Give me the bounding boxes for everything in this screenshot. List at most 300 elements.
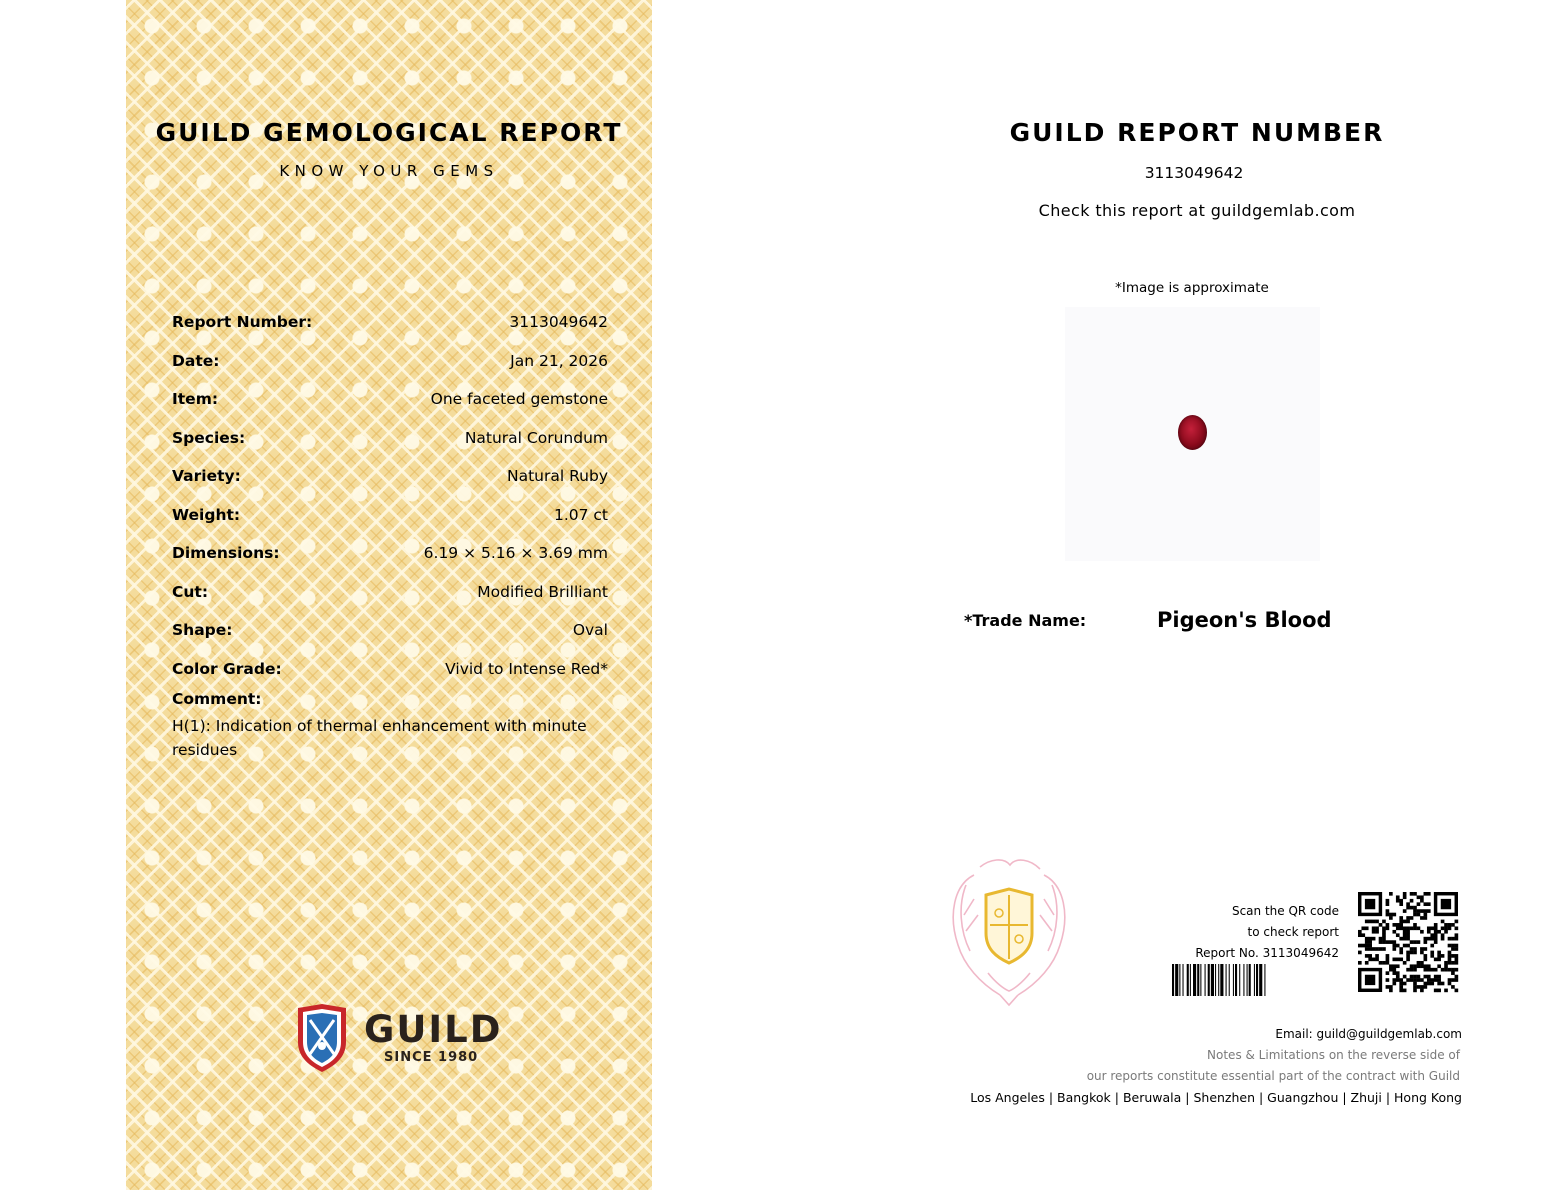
comment-text: H(1): Indication of thermal enhancement with minute residues: [172, 717, 587, 759]
qr-module: [1406, 902, 1410, 906]
qr-module: [1365, 940, 1369, 944]
qr-module: [1410, 951, 1414, 955]
qr-module: [1368, 954, 1372, 958]
qr-module: [1410, 906, 1414, 910]
qr-module: [1365, 937, 1369, 941]
qr-module: [1372, 930, 1376, 934]
qr-module: [1389, 985, 1393, 989]
qr-module: [1444, 930, 1448, 934]
qr-module: [1403, 982, 1407, 986]
qr-module: [1399, 920, 1403, 924]
qr-module: [1413, 909, 1417, 913]
qr-module: [1389, 964, 1393, 968]
qr-module: [1403, 920, 1407, 924]
field-label: Variety:: [172, 467, 241, 486]
qr-module: [1437, 975, 1441, 979]
field-report-number: [172, 303, 608, 342]
qr-module: [1413, 906, 1417, 910]
qr-module: [1420, 909, 1424, 913]
qr-module: [1455, 920, 1459, 924]
qr-module: [1451, 947, 1455, 951]
guild-shield-icon: [294, 1002, 350, 1074]
report-card-panel: [126, 0, 652, 1190]
barcode-bar: [1190, 964, 1191, 996]
qr-module: [1451, 978, 1455, 982]
qr-module: [1437, 951, 1441, 955]
scan-line: to check report: [1247, 925, 1339, 939]
report-fields: [172, 303, 608, 762]
qr-module: [1396, 958, 1400, 962]
field-color-grade: [172, 650, 608, 689]
qr-module: [1451, 971, 1455, 975]
qr-module: [1417, 985, 1421, 989]
qr-module: [1420, 930, 1424, 934]
qr-module: [1358, 933, 1362, 937]
qr-module: [1379, 940, 1383, 944]
qr-module: [1430, 968, 1434, 972]
qr-module: [1368, 944, 1372, 948]
qr-module: [1424, 940, 1428, 944]
qr-module: [1368, 958, 1372, 962]
qr-module: [1403, 926, 1407, 930]
field-shape: [172, 611, 608, 650]
guild-since: SINCE 1980: [384, 1050, 479, 1065]
qr-module: [1434, 958, 1438, 962]
qr-module: [1444, 923, 1448, 927]
qr-module: [1365, 975, 1375, 985]
qr-module: [1451, 961, 1455, 965]
qr-module: [1455, 944, 1459, 948]
qr-module: [1417, 978, 1421, 982]
qr-module: [1444, 964, 1448, 968]
qr-module: [1399, 989, 1403, 993]
qr-module: [1399, 902, 1403, 906]
ruby-gem: [1178, 415, 1207, 450]
qr-module: [1424, 916, 1428, 920]
qr-module: [1410, 926, 1414, 930]
report-subtitle: KNOW YOUR GEMS: [279, 162, 499, 180]
barcode-bar: [1249, 964, 1251, 996]
qr-module: [1451, 937, 1455, 941]
qr-module: [1410, 899, 1414, 903]
qr-module: [1386, 971, 1390, 975]
qr-module: [1413, 892, 1417, 896]
field-item: [172, 380, 608, 419]
qr-module: [1413, 923, 1417, 927]
barcode-bar: [1226, 964, 1227, 996]
qr-module: [1434, 940, 1438, 944]
qr-module: [1403, 944, 1407, 948]
qr-module: [1386, 985, 1390, 989]
scan-line: Scan the QR code: [1231, 904, 1339, 918]
field-label: Date:: [172, 351, 220, 370]
field-label: Species:: [172, 428, 246, 447]
qr-module: [1430, 933, 1434, 937]
qr-module: [1403, 933, 1407, 937]
qr-module: [1396, 923, 1400, 927]
qr-module: [1413, 968, 1417, 972]
barcode-bar: [1172, 964, 1174, 996]
qr-module: [1361, 926, 1365, 930]
qr-module: [1424, 982, 1428, 986]
field-weight: [172, 496, 608, 535]
qr-module: [1427, 892, 1431, 896]
qr-module: [1448, 968, 1452, 972]
qr-module: [1358, 944, 1362, 948]
qr-module: [1417, 961, 1421, 965]
qr-module: [1420, 964, 1424, 968]
qr-module: [1386, 954, 1390, 958]
qr-module: [1406, 958, 1410, 962]
qr-module: [1455, 926, 1459, 930]
qr-module: [1413, 982, 1417, 986]
qr-module: [1368, 940, 1372, 944]
qr-module: [1451, 954, 1455, 958]
qr-module: [1424, 937, 1428, 941]
qr-module: [1396, 964, 1400, 968]
qr-module: [1455, 968, 1459, 972]
qr-module: [1451, 923, 1455, 927]
qr-module: [1392, 971, 1396, 975]
qr-module: [1427, 978, 1431, 982]
qr-module: [1399, 899, 1403, 903]
qr-module: [1386, 940, 1390, 944]
qr-module: [1382, 930, 1386, 934]
qr-module: [1406, 944, 1410, 948]
qr-module: [1396, 899, 1400, 903]
qr-module: [1392, 982, 1396, 986]
qr-module: [1441, 982, 1445, 986]
qr-module: [1406, 937, 1410, 941]
qr-module: [1430, 954, 1434, 958]
qr-module: [1406, 926, 1410, 930]
barcode-bar: [1215, 964, 1216, 996]
qr-module: [1386, 899, 1390, 903]
barcode-bar: [1205, 964, 1206, 996]
qr-module: [1368, 947, 1372, 951]
qr-module: [1427, 968, 1431, 972]
qr-module: [1358, 930, 1362, 934]
guild-logo: [294, 1002, 503, 1076]
qr-module: [1386, 961, 1390, 965]
qr-module: [1434, 933, 1438, 937]
qr-module: [1455, 947, 1459, 951]
qr-module: [1410, 947, 1414, 951]
qr-module: [1427, 909, 1431, 913]
qr-module: [1410, 975, 1414, 979]
qr-module: [1417, 913, 1421, 917]
qr-module: [1444, 968, 1448, 972]
field-cut: [172, 573, 608, 612]
qr-module: [1386, 958, 1390, 962]
qr-module: [1430, 944, 1434, 948]
qr-module: [1455, 989, 1459, 993]
qr-module: [1389, 940, 1393, 944]
qr-module: [1375, 958, 1379, 962]
qr-module: [1406, 951, 1410, 955]
qr-module: [1448, 982, 1452, 986]
qr-module: [1430, 926, 1434, 930]
scan-line: Report No. 3113049642: [1195, 946, 1339, 960]
qr-module: [1379, 947, 1383, 951]
qr-module: [1386, 909, 1390, 913]
qr-module: [1441, 968, 1445, 972]
image-note: *Image is approximate: [1115, 280, 1269, 296]
qr-code[interactable]: [1354, 888, 1462, 996]
report-number: 3113049642: [1144, 164, 1244, 182]
qr-module: [1389, 892, 1393, 896]
qr-module: [1382, 920, 1386, 924]
field-value: 1.07 ct: [553, 505, 608, 524]
qr-module: [1424, 954, 1428, 958]
eagle-crest-icon: [944, 855, 1074, 1007]
qr-module: [1451, 944, 1455, 948]
qr-module: [1382, 940, 1386, 944]
qr-module: [1406, 920, 1410, 924]
qr-module: [1392, 947, 1396, 951]
contact-email[interactable]: Email: guild@guildgemlab.com: [1275, 1027, 1462, 1041]
qr-module: [1444, 989, 1448, 993]
qr-module: [1441, 933, 1445, 937]
qr-module: [1396, 895, 1400, 899]
qr-module: [1420, 947, 1424, 951]
qr-module: [1427, 902, 1431, 906]
qr-module: [1424, 892, 1428, 896]
qr-module: [1441, 899, 1451, 909]
field-label: Cut:: [172, 582, 209, 601]
qr-module: [1365, 899, 1375, 909]
qr-module: [1434, 968, 1438, 972]
qr-module: [1403, 989, 1407, 993]
qr-module: [1386, 926, 1390, 930]
qr-module: [1455, 961, 1459, 965]
qr-module: [1399, 947, 1403, 951]
qr-module: [1417, 964, 1421, 968]
qr-module: [1365, 920, 1369, 924]
qr-module: [1389, 913, 1393, 917]
barcode-bar: [1256, 964, 1258, 996]
qr-module: [1434, 937, 1438, 941]
barcode-bar: [1229, 964, 1230, 996]
qr-module: [1358, 961, 1362, 965]
qr-module: [1396, 926, 1400, 930]
qr-module: [1372, 920, 1376, 924]
field-value: Oval: [572, 621, 608, 640]
qr-module: [1372, 947, 1376, 951]
qr-module: [1368, 920, 1372, 924]
qr-module: [1365, 926, 1369, 930]
qr-module: [1375, 930, 1379, 934]
barcode-bar: [1243, 964, 1244, 996]
barcode-bar: [1233, 964, 1234, 996]
qr-module: [1406, 916, 1410, 920]
qr-module: [1372, 937, 1376, 941]
qr-module: [1430, 982, 1434, 986]
qr-module: [1399, 978, 1403, 982]
barcode-bar: [1218, 964, 1219, 996]
field-value: 3113049642: [509, 313, 608, 332]
qr-module: [1430, 951, 1434, 955]
qr-module: [1420, 895, 1424, 899]
qr-module: [1399, 923, 1403, 927]
notes-line-2: our reports constitute essential part of the contract with Guild: [1086, 1069, 1460, 1083]
qr-module: [1434, 978, 1438, 982]
qr-module: [1386, 978, 1390, 982]
qr-module: [1392, 923, 1396, 927]
field-variety: [172, 457, 608, 496]
qr-module: [1389, 968, 1393, 972]
qr-module: [1448, 951, 1452, 955]
qr-module: [1427, 982, 1431, 986]
qr-module: [1375, 926, 1379, 930]
qr-module: [1375, 920, 1379, 924]
report-number-heading: GUILD REPORT NUMBER: [1009, 118, 1385, 147]
qr-module: [1417, 926, 1421, 930]
qr-module: [1399, 985, 1403, 989]
qr-module: [1424, 968, 1428, 972]
scan-instructions: [1195, 901, 1339, 964]
qr-module: [1403, 937, 1407, 941]
field-label: Report Number:: [172, 313, 313, 332]
qr-module: [1413, 940, 1417, 944]
qr-module: [1430, 978, 1434, 982]
qr-module: [1451, 985, 1455, 989]
qr-module: [1417, 940, 1421, 944]
qr-module: [1434, 989, 1438, 993]
qr-module: [1451, 968, 1455, 972]
qr-module: [1427, 930, 1431, 934]
barcode-bar: [1179, 964, 1180, 996]
qr-module: [1448, 926, 1452, 930]
qr-module: [1413, 975, 1417, 979]
field-label: Weight:: [172, 505, 241, 524]
qr-module: [1424, 913, 1428, 917]
qr-module: [1365, 944, 1369, 948]
qr-module: [1455, 937, 1459, 941]
barcode-bar: [1175, 964, 1178, 996]
qr-module: [1403, 892, 1407, 896]
trade-name-label: *Trade Name:: [964, 611, 1087, 630]
qr-module: [1399, 951, 1403, 955]
qr-module: [1403, 930, 1407, 934]
qr-module: [1396, 944, 1400, 948]
qr-module: [1455, 975, 1459, 979]
qr-module: [1434, 926, 1438, 930]
qr-module: [1410, 940, 1414, 944]
field-value: Vivid to Intense Red*: [445, 659, 608, 678]
qr-module: [1413, 951, 1417, 955]
field-dimensions: [172, 534, 608, 573]
qr-module: [1437, 954, 1441, 958]
qr-module: [1379, 923, 1383, 927]
qr-module: [1365, 947, 1369, 951]
field-date: [172, 342, 608, 381]
qr-module: [1375, 947, 1379, 951]
qr-module: [1413, 985, 1417, 989]
qr-module: [1420, 978, 1424, 982]
qr-module: [1396, 933, 1400, 937]
field-value: One faceted gemstone: [430, 390, 608, 409]
barcode-bar: [1220, 964, 1223, 996]
barcode-bar: [1247, 964, 1248, 996]
qr-module: [1444, 961, 1448, 965]
barcode-bar: [1239, 964, 1240, 996]
field-value: Modified Brilliant: [477, 582, 608, 601]
qr-module: [1382, 933, 1386, 937]
qr-module: [1437, 989, 1441, 993]
qr-module: [1372, 958, 1376, 962]
qr-module: [1413, 989, 1417, 993]
qr-module: [1403, 895, 1407, 899]
qr-module: [1382, 961, 1386, 965]
qr-module: [1403, 961, 1407, 965]
qr-module: [1392, 968, 1396, 972]
qr-module: [1417, 975, 1421, 979]
qr-module: [1427, 937, 1431, 941]
qr-module: [1441, 926, 1445, 930]
qr-module: [1455, 954, 1459, 958]
qr-module: [1410, 916, 1414, 920]
gem-image: [1065, 307, 1320, 561]
qr-module: [1427, 964, 1431, 968]
qr-module: [1427, 926, 1431, 930]
field-value: Natural Ruby: [506, 467, 608, 486]
qr-module: [1379, 937, 1383, 941]
qr-module: [1399, 926, 1403, 930]
field-label: Dimensions:: [172, 544, 280, 563]
qr-module: [1399, 958, 1403, 962]
barcode-bar: [1193, 964, 1196, 996]
qr-module: [1361, 944, 1365, 948]
qr-module: [1413, 978, 1417, 982]
qr-module: [1392, 958, 1396, 962]
barcode-bar: [1235, 964, 1237, 996]
barcode-bar: [1187, 964, 1189, 996]
qr-module: [1417, 909, 1421, 913]
qr-module: [1417, 895, 1421, 899]
field-species: [172, 419, 608, 458]
qr-module: [1424, 975, 1428, 979]
notes-line-1: Notes & Limitations on the reverse side of: [1207, 1048, 1460, 1062]
qr-module: [1396, 971, 1400, 975]
qr-module: [1424, 958, 1428, 962]
qr-module: [1448, 937, 1452, 941]
qr-module: [1392, 913, 1396, 917]
barcode-bar: [1254, 964, 1255, 996]
barcode-bar: [1211, 964, 1214, 996]
field-value: Jan 21, 2026: [510, 351, 608, 370]
trade-name-value: Pigeon's Blood: [1157, 608, 1332, 632]
barcode-bar: [1197, 964, 1199, 996]
qr-module: [1406, 954, 1410, 958]
qr-module: [1396, 975, 1400, 979]
qr-module: [1399, 982, 1403, 986]
qr-module: [1389, 916, 1393, 920]
qr-module: [1424, 909, 1428, 913]
qr-module: [1392, 978, 1396, 982]
check-report-link[interactable]: Check this report at guildgemlab.com: [1038, 201, 1356, 220]
qr-module: [1368, 937, 1372, 941]
field-value: 6.19 × 5.16 × 3.69 mm: [423, 544, 608, 563]
qr-module: [1437, 978, 1441, 982]
qr-module: [1410, 978, 1414, 982]
qr-module: [1420, 916, 1424, 920]
qr-module: [1448, 954, 1452, 958]
qr-module: [1399, 916, 1403, 920]
qr-module: [1392, 940, 1396, 944]
barcode-bar: [1208, 964, 1210, 996]
qr-module: [1448, 923, 1452, 927]
